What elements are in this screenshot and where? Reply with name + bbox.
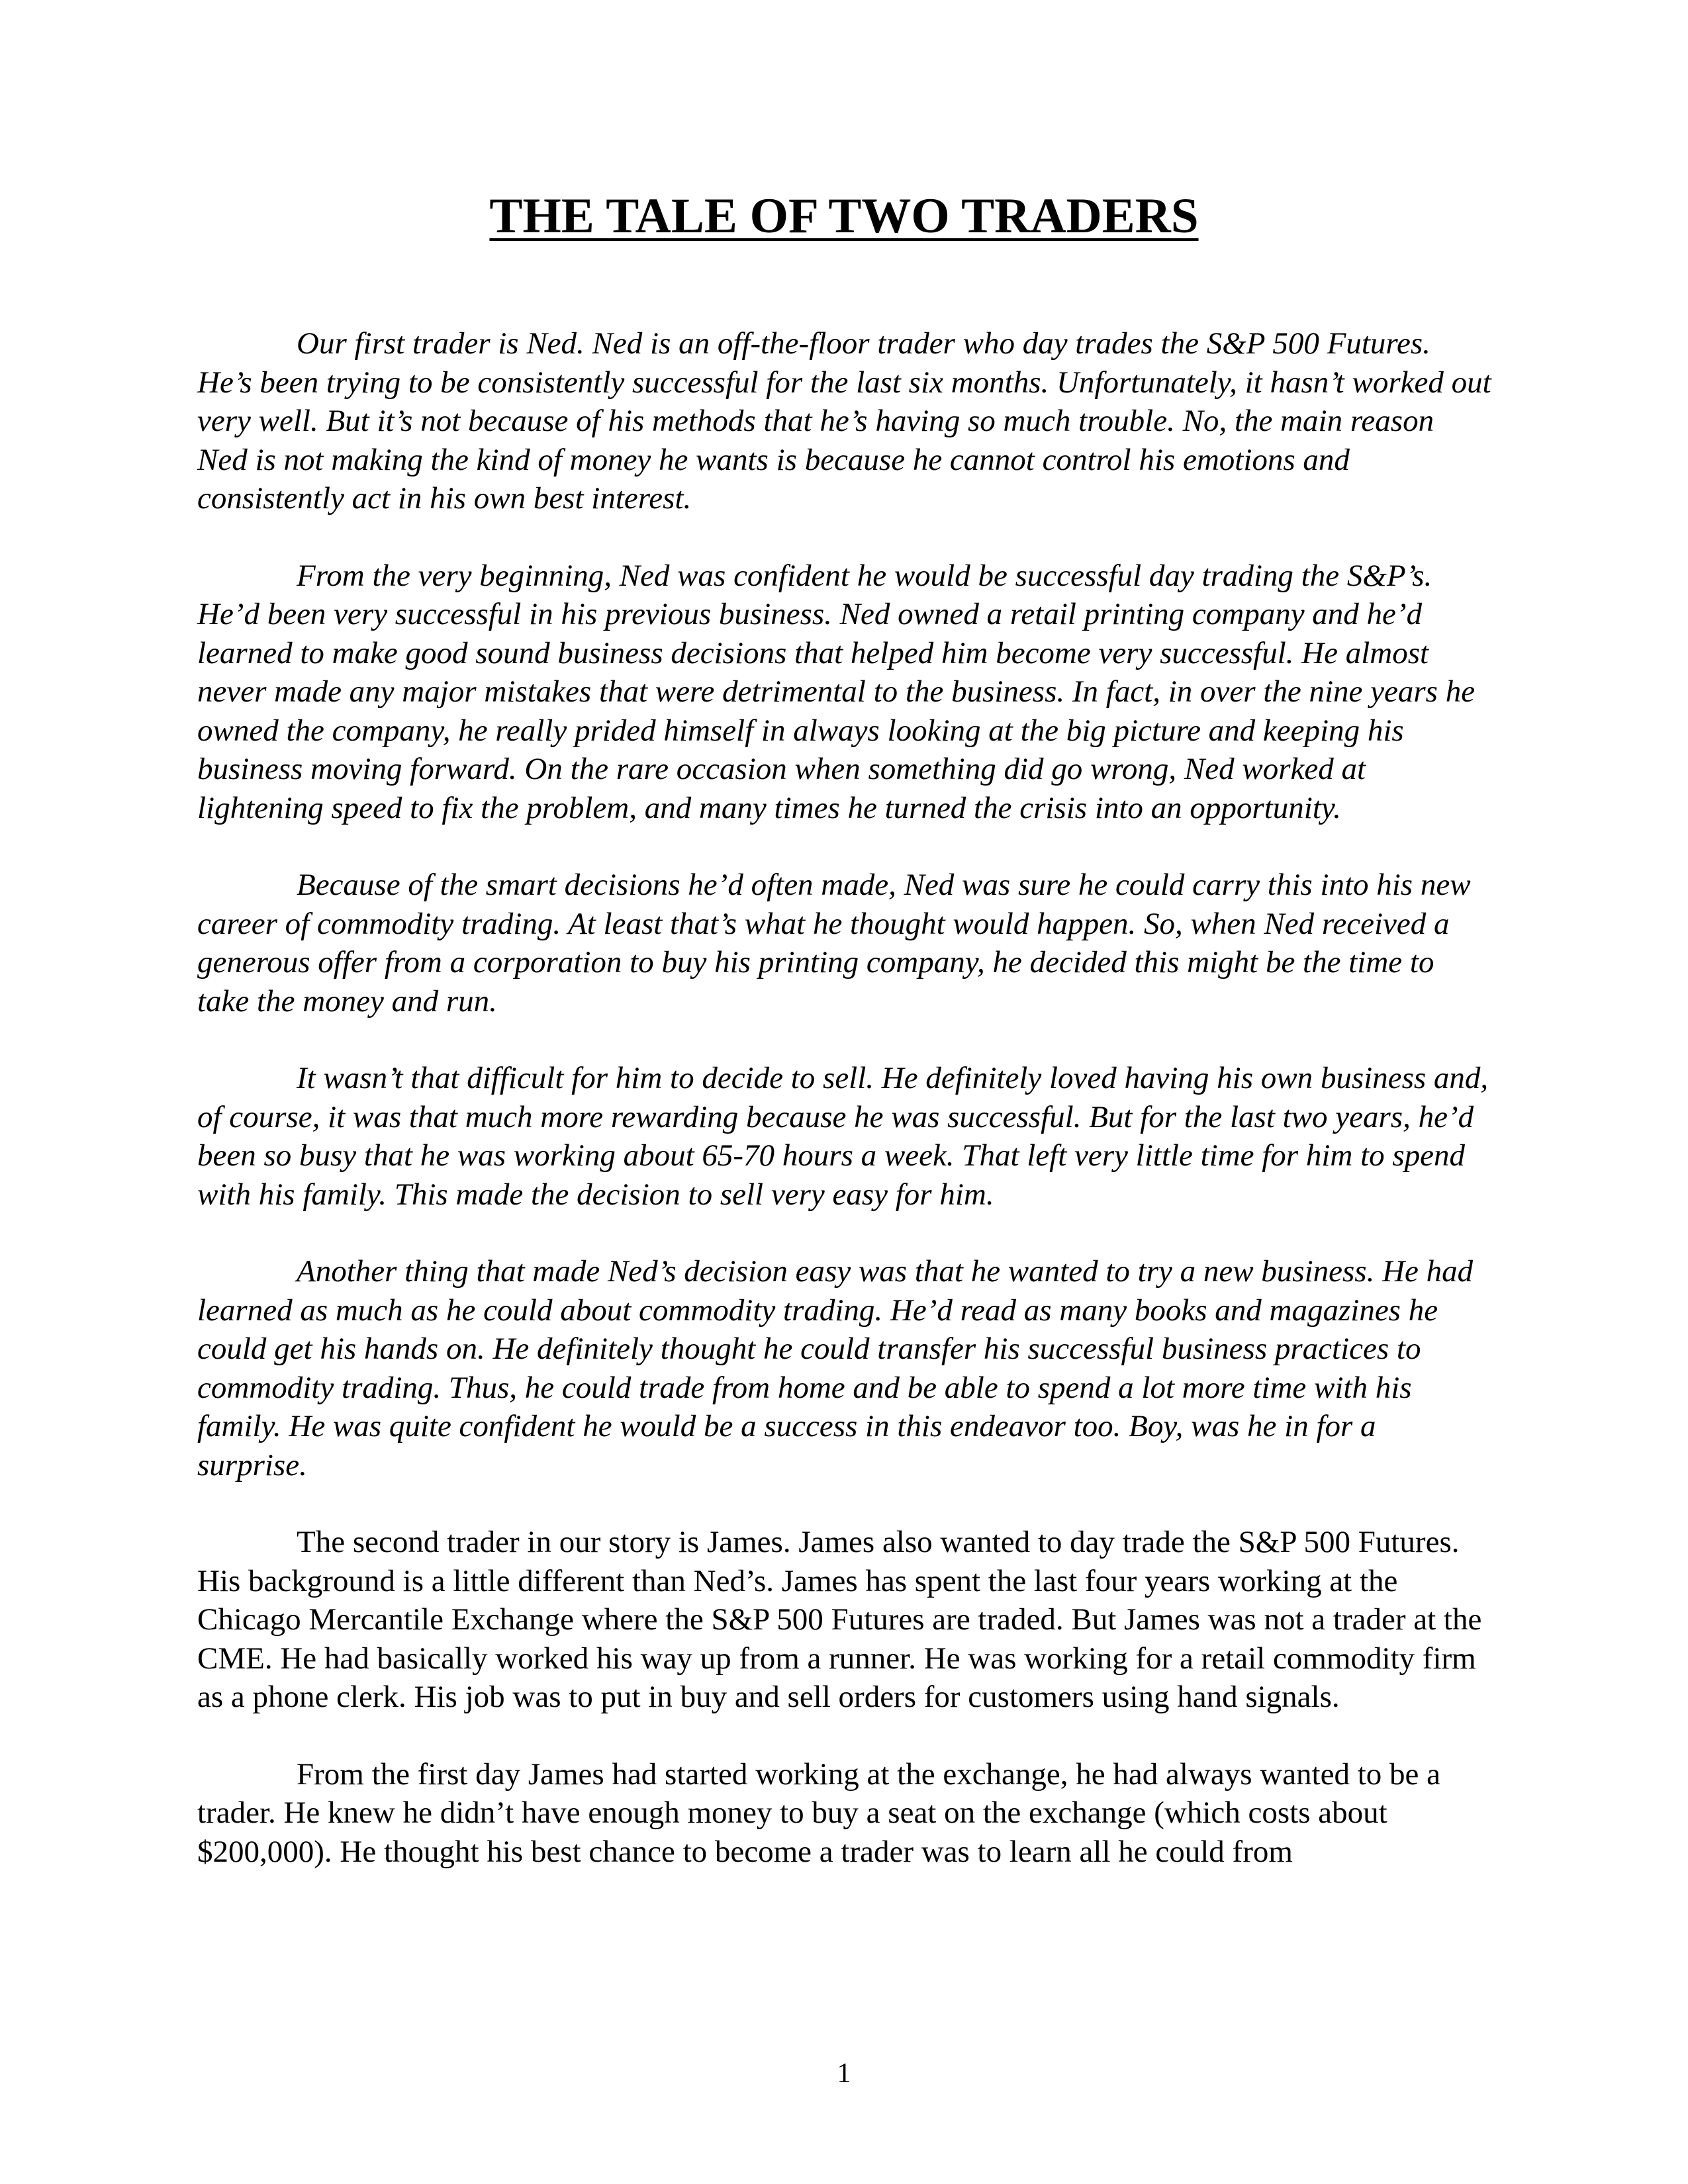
- paragraph-james-intro: The second trader in our story is James. James also wanted to day trade the S&P 500 Futures. His background is a little different than Ned’s. James has spent the last four years working at the Chicago Mercantile Exchange where the S&P 500 Futures are traded. But James was not a trader at the CME. He had basically worked his way up from a runner. He was working for a retail commodity firm as a phone clerk. His job was to put in buy and sell orders for customers using hand signals.: [197, 1525, 1482, 1714]
- page-title-text: THE TALE OF TWO TRADERS: [489, 189, 1199, 244]
- paragraph-ned-decision: Because of the smart decisions he’d often made, Ned was sure he could carry this into his new career of commodity trading. At least that’s what he thought would happen. So, when Ned received a generous offer from a corporation to buy his printing company, he decided this might be the time to take the money and run.: [197, 868, 1471, 1019]
- paragraph-ned-selling: It wasn’t that difficult for him to decide to sell. He definitely loved having his own business and, of course, it was that much more rewarding because he was successful. But for the last two years, he’d been so busy that he was working about 65-70 hours a week. That left very little time for him to spend with his family. This made the decision to sell very easy for him.: [197, 1061, 1489, 1212]
- page-number: 1: [837, 2058, 851, 2089]
- paragraph-james-goal: From the first day James had started working at the exchange, he had always wanted to be a trader. He knew he didn’t have enough money to buy a seat on the exchange (which costs about $200,000). He thought his best chance to become a trader was to learn all he could from: [197, 1756, 1441, 1869]
- paragraph-ned-background: From the very beginning, Ned was confident he would be successful day trading the S&P’s. He’d been very successful in his previous business. Ned owned a retail printing company and he’d learned to make good sound business decisions that helped him become very successful. He almost never made any major mistakes that were detrimental to the business. In fact, in over the nine years he owned the company, he really prided himself in always looking at the big picture and keeping his business moving forward. On the rare occasion when something did go wrong, Ned worked at lightening speed to fix the problem, and many times he turned the crisis into an opportunity.: [197, 558, 1476, 825]
- paragraph-ned-new-business: Another thing that made Ned’s decision easy was that he wanted to try a new business. He had learned as much as he could about commodity trading. He’d read as many books and magazines he could get his hands on. He definitely thought he could transfer his successful business practices to commodity trading. Thus, he could trade from home and be able to spend a lot more time with his family. He was quite confident he would be a success in this endeavor too. Boy, was he in for a surprise.: [197, 1254, 1474, 1482]
- page-title: [0, 187, 1688, 246]
- document-body: [197, 324, 1491, 1909]
- paragraph-ned-intro: Our first trader is Ned. Ned is an off-the-floor trader who day trades the S&P 500 Futures. He’s been trying to be consistently successful for the last six months. Unfortunately, it hasn’t worked out very well. But it’s not because of his methods that he’s having so much trouble. No, the main reason Ned is not making the kind of money he wants is because he cannot control his emotions and consistently act in his own best interest.: [197, 326, 1491, 516]
